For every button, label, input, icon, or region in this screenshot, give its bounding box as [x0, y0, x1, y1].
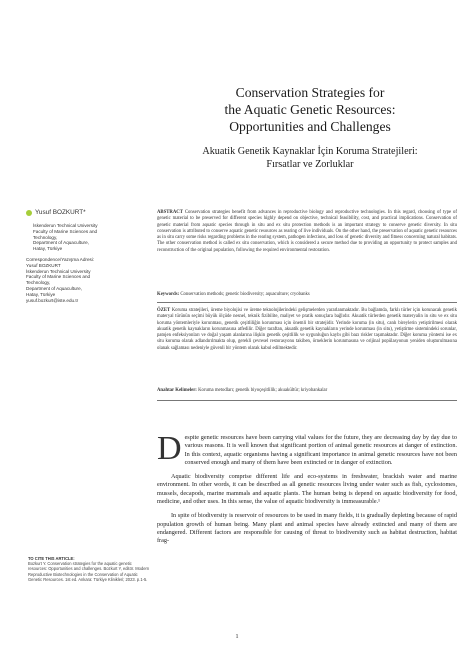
correspondence-label: Correspondence/Yazışma Adresi:: [26, 256, 95, 262]
keywords-label: Keywords:: [157, 292, 180, 297]
title-tr-line-2: Fırsatlar ve Zorluklar: [266, 159, 354, 170]
abstract-turkish: [157, 308, 457, 352]
body-paragraph-2: [157, 473, 457, 506]
paragraph-text: Aquatic biodiversity comprise different life and eco-systems in freshwater, brackish water and marine environment. In other words, it can be described as all genetic resources living under water such as fish, cyclostomes, mussels, decapods, marine mammals and aquatic plants. The human being is depend on aquatic biodiversity for food, medicine, and other uses. In this sense, the value of aquatic biodiversity is immeasurable.¹: [157, 473, 457, 506]
correspondence-line: Yusuf BOZKURT: [26, 262, 61, 268]
page-number: 1: [235, 633, 239, 640]
article-body: [157, 430, 457, 552]
correspondence-line: Department of Aquaculture,: [26, 285, 82, 291]
affiliation-line: İskenderun Technical University: [33, 223, 98, 228]
citation-box: [28, 556, 150, 582]
divider: [157, 302, 457, 303]
body-paragraph-3: [157, 512, 457, 545]
anahtar-label: Anahtar Kelimeler:: [157, 388, 197, 393]
orcid-icon[interactable]: [26, 210, 32, 216]
correspondence-line: İskenderun Technical University: [26, 268, 91, 274]
author-email-link[interactable]: yusuf.bozkurt@iste.edu.tr: [26, 297, 79, 303]
affiliation-line: Technology,: [33, 234, 58, 240]
correspondence-line: Hatay, Türkiye: [26, 291, 56, 297]
correspondence-line: Technology,: [26, 280, 51, 286]
keywords-turkish: [157, 388, 457, 394]
ozet-text: Koruma stratejileri, üreme biyolojisi ve üreme teknolojilerindeki gelişmelerden yararlanmaktadır. Bu bağlamda, farklı türler için korunacak genetik materyal türünün seçimi büyük ölçüde nesnel, teknik fizibilite, maliyet ve pratik sonuçlara bağlıdır. Akuatik türlerden genetik materyalin in situ ve ex situ koruma yöntemleriyle korunması, genetik çeşitliliğin korunması için önemli bir stratejidir. Yerinde koruma (in situ), canlı bireylerin yetiştirilmesi olarak akuatik genetik kaynakların korunmasına atfedilir. Diğer taraftan, akuatik genetik kaynakların yerinde korunması (in situ), yetiştirme sistemindeki sorunlar, patojen enfeksiyonları ve doğal yaşam alanlarına ilişkin genetik çeşitlilik ve uygunluğun kaybı gibi bazı riskler taşımaktadır. Diğer koruma yöntemi ise ex situ koruma olarak adlandırılmakta olup, gerekli çevresel restorasyonu takiben, örneklerin korunmasına ve orijinal popülasyonun yeniden oluşturulmasına olanak sağlaması nedeniyle güvenli bir yöntem olarak kabul edilmektedir.: [157, 308, 457, 351]
title-line-3: Opportunities and Challenges: [229, 119, 391, 134]
author-row: [26, 209, 154, 217]
citation-label: TO CITE THIS ARTICLE:: [28, 556, 75, 561]
keywords-english: [157, 292, 457, 298]
correspondence-line: Faculty of Marine Sciences and: [26, 274, 91, 280]
abstract-text: Conservation strategies benefit from advances in reproductive biology and reproductive technologies. In this regard, choosing of type of genetic material to be preserved for different species highly depend on objective, technical feasibility, cost, and practical implications. Conservation of genetic material from aquatic species through in situ and ex situ protection methods is an important strategy to conserve genetic diversity. In situ conservation is attributed to conserve aquatic genetic resources as rearing of live individuals. On the other hand, the preservation of aquatic genetic resources as in situ carry some risks regarding problems in the rearing system, pathogen infections, and loss of genetic diversity and fitness concerning natural habitats. The other conservation method is called ex situ conservation, which is considered a secure method due to providing an opportunity to protect samples and reconstruction of the original population, following the required environmental restoration.: [157, 210, 457, 253]
author-affiliation: [26, 223, 154, 252]
title-tr-line-1: Akuatik Genetik Kaynaklar İçin Koruma Stratejileri:: [202, 146, 418, 157]
abstract-label: ABSTRACT: [157, 210, 183, 215]
author-name: Yusuf BOZKURT*: [35, 209, 86, 216]
title-turkish: [150, 145, 470, 171]
title-english: [150, 84, 470, 135]
keywords-text: Conservation methods; genetic biodiversity; aquaculture; cryobanks: [180, 292, 310, 297]
title-line-2: the Aquatic Genetic Resources:: [224, 102, 396, 117]
citation-text: Bozkurt Y. Conservation strategies for the aquatic genetic resources: Opportunities and challenges. Bozkurt Y, editör. Modern Reproductive Biotechnologies in the Conservation of Aquatic Genetic Resources. 1st ed. Ankara: Türkiye Klinikleri; 2023. p.1-5.: [28, 561, 150, 582]
drop-cap: D: [157, 430, 182, 467]
title-block: [150, 84, 470, 171]
affiliation-line: Department of Aquaculture,: [33, 240, 89, 246]
affiliation-line: Hatay, Türkiye: [33, 246, 63, 252]
title-line-1: Conservation Strategies for: [235, 85, 385, 100]
paragraph-text: espite genetic resources have been carrying vital values for the future, they are decreasing day by day due to various reasons. It is well known that significant portion of animal genetic resources at danger of extinction. In this context, aquatic organisms having a significant importance in animal genetic resources have not been conserved enough and many of them have been extincted or in danger of extinction.: [184, 434, 457, 466]
author-sidebar: [26, 209, 154, 303]
affiliation-line: Faculty of Marine Sciences and: [33, 228, 98, 234]
body-paragraph-1: [157, 430, 457, 467]
anahtar-text: Koruma metodları; genetik biyoçeşitlilik; akuakültür; kriyobankalar: [198, 388, 328, 393]
paragraph-text: In spite of biodiversity is reservoir of resources to be used in many fields, it is gradually depleting because of rapid population growth of human being. Many plant and animal species have already extincted and many of them are endangered. Different factors are responsible for causing of threat to biodiversity such as habitat destruction, habitat frag-: [157, 512, 457, 545]
abstract-english: [157, 210, 457, 254]
ozet-label: ÖZET: [157, 308, 171, 313]
correspondence-block: [26, 257, 154, 303]
divider: [157, 400, 457, 401]
